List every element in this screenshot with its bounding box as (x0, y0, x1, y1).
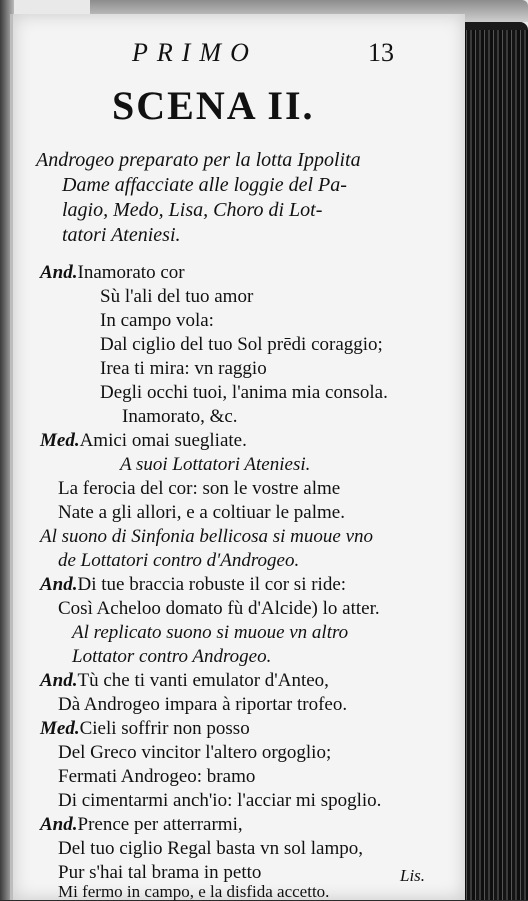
page-stack-edges (458, 30, 528, 900)
stage-direction: Al replicato suono si muoue vn altro (72, 622, 349, 643)
page-number: 13 (368, 38, 394, 67)
verse-line: Così Acheloo domato fù d'Alcide) lo atter. (58, 598, 380, 619)
verse-line: Del tuo ciglio Regal basta vn sol lampo, (58, 838, 364, 859)
argument-line: tatori Ateniesi. (62, 224, 181, 246)
verse-line: And.Inamorato cor (40, 262, 185, 283)
verse-line: Nate a gli allori, e a coltiuar le palme. (58, 502, 345, 523)
argument-line: Dame affacciate alle loggie del Pa- (62, 174, 347, 196)
verse-line: La ferocia del cor: son le vostre alme (58, 478, 341, 499)
stage-direction: A suoi Lottatori Ateniesi. (120, 454, 311, 475)
verse-line: Fermati Androgeo: bramo (58, 766, 256, 787)
argument-line: lagio, Medo, Lisa, Choro di Lot- (62, 199, 323, 221)
argument-line: Androgeo preparato per la lotta Ippolita (36, 149, 361, 171)
verse-line: Irea ti mira: vn raggio (100, 358, 267, 379)
running-title: PRIMO (132, 38, 258, 67)
verse-line: Inamorato, &c. (122, 406, 238, 427)
verse-line: Sù l'ali del tuo amor (100, 286, 254, 307)
verse-line: Dà Androgeo impara à riportar trofeo. (58, 694, 348, 715)
verse-line: And.Prence per atterrarmi, (40, 814, 243, 835)
verse-line: Med.Cieli soffrir non posso (40, 718, 250, 739)
verse-line: Med.Amici omai suegliate. (40, 430, 247, 451)
catchword: Lis. (400, 866, 426, 885)
verse-line: Del Greco vincitor l'altero orgoglio; (58, 742, 332, 763)
stage-direction: Al suono di Sinfonia bellicosa si muoue vno (40, 526, 374, 547)
verse-line: Pur s'hai tal brama in petto (58, 862, 262, 883)
verse-line: Di cimentarmi anch'io: l'acciar mi spoglio. (58, 790, 382, 811)
stage-direction: Lottator contro Androgeo. (72, 646, 272, 667)
stage-direction: de Lottatori contro d'Androgeo. (58, 550, 300, 571)
verse-line: And.Di tue braccia robuste il cor si ride: (40, 574, 347, 595)
scene-title: SCENA II. (112, 83, 315, 128)
verse-line: And.Tù che ti vanti emulator d'Anteo, (40, 670, 329, 691)
verse-line: Degli occhi tuoi, l'anima mia consola. (100, 382, 388, 403)
verse-line: In campo vola: (100, 310, 214, 331)
verse-line: Mi fermo in campo, e la disfida accetto. (58, 882, 330, 901)
verse-line: Dal ciglio del tuo Sol prēdi coraggio; (100, 334, 383, 355)
